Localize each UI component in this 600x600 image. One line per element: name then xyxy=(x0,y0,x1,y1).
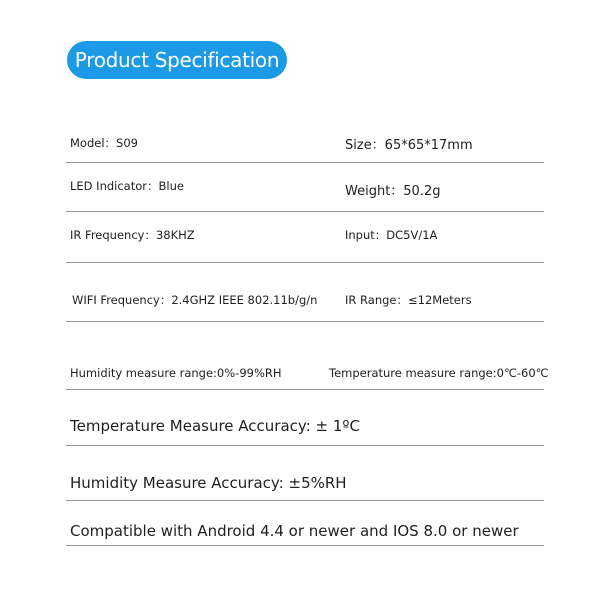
spec-led-indicator: LED Indicator：Blue xyxy=(70,179,184,193)
spec-size: Size：65*65*17mm xyxy=(345,138,473,153)
divider xyxy=(66,211,544,212)
section-title: Product Specification xyxy=(67,41,287,79)
spec-input: Input：DC5V/1A xyxy=(345,228,438,242)
spec-temperature-accuracy: Temperature Measure Accuracy: ± 1ºC xyxy=(70,417,360,435)
spec-compatibility: Compatible with Android 4.4 or newer and IOS 8.0 or newer xyxy=(70,522,519,540)
spec-model: Model：S09 xyxy=(70,136,138,150)
divider xyxy=(66,321,544,322)
divider xyxy=(66,545,544,546)
spec-temperature-range: Temperature measure range:0℃-60℃ xyxy=(329,366,549,380)
spec-humidity-accuracy: Humidity Measure Accuracy: ±5%RH xyxy=(70,474,347,492)
divider xyxy=(66,500,544,501)
divider xyxy=(66,389,544,390)
spec-ir-frequency: IR Frequency：38KHZ xyxy=(70,228,195,242)
divider xyxy=(66,162,544,163)
spec-ir-range: IR Range：≤12Meters xyxy=(345,293,472,307)
divider xyxy=(66,445,544,446)
divider xyxy=(66,262,544,263)
spec-humidity-range: Humidity measure range:0%-99%RH xyxy=(70,366,282,380)
spec-weight: Weight：50.2g xyxy=(345,184,441,199)
spec-wifi-frequency: WIFI Frequency：2.4GHZ IEEE 802.11b/g/n xyxy=(72,293,318,307)
